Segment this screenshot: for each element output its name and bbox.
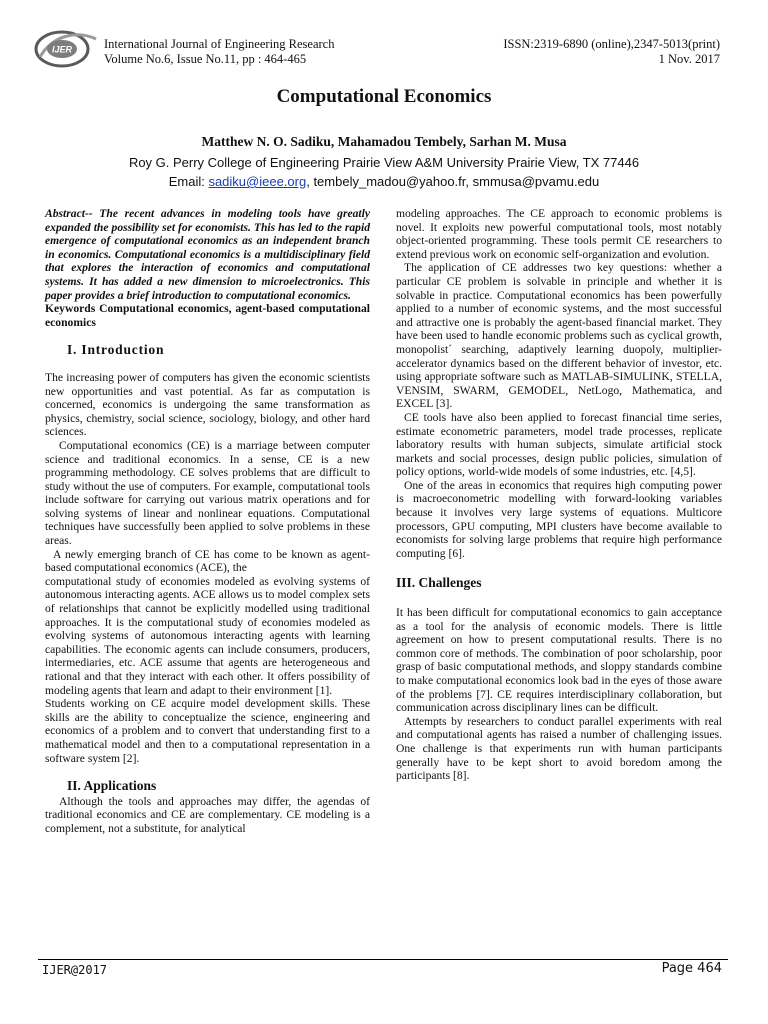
section-heading-introduction: I. Introduction <box>67 342 165 358</box>
section-heading-applications: II. Applications <box>67 778 157 794</box>
abstract: Abstract-- The recent advances in modeling tools have greatly expanded the possibility set for economists. This has led to the rapid emergence of computational economics as an independent branch in economics. Computational economics is a multidisciplinary field that explores the interaction of economics and computational systems. It has added a new dimension to microelectronics. This paper provides a brief introduction to computational economics. <box>45 207 370 302</box>
volume-line: Volume No.6, Issue No.11, pp : 464-465 <box>104 52 307 66</box>
email-link[interactable]: sadiku@ieee.org <box>208 174 307 189</box>
paragraph: Attempts by researchers to conduct parallel experiments with real and computational agents has raised a number of challenging issues. One challenge is that experiments run with human participants generally have to be kept short to avoid boredom among the participants [8]. <box>396 714 722 783</box>
paragraph: Computational economics (CE) is a marriage between computer science and traditional economics. In a sense, CE is a new programming methodology. CE solves problems that are difficult to study without the use of computers. For example, computational tools include software for carrying out various matrix operations and for solving systems of linear and nonlinear equations. Computational techniques have successfully been applied to solve problems in these areas. <box>45 438 370 548</box>
footer-copyright: IJER@2017 <box>42 963 108 977</box>
journal-logo <box>34 27 98 71</box>
paragraph: Students working on CE acquire model development skills. These skills are the ability to conceptualize the science, engineering and economics of a problem and to convert that understanding first to a mathematical model and then to a computational representation in a software system [2]. <box>45 697 370 765</box>
journal-name: International Journal of Engineering Research <box>104 37 335 51</box>
publication-date: 1 Nov. 2017 <box>658 52 720 66</box>
page-number: Page 464 <box>661 961 722 976</box>
left-column <box>45 207 370 836</box>
paragraph: computational study of economies modeled as evolving systems of autonomous interacting agents. ACE allows us to model complex sets of relationships that cannot be explicitly modelled using traditional approaches. It is the computational study of economies modeled as evolving systems of autonomous interacting agents with learning capabilities. The economic agents can include consumers, producers, intermediaries, etc. ACE assume that agents are heterogeneous and rational and that they interact with each other. It offers possibility of modeling agents that learn and adapt to their environment [1]. <box>45 574 370 697</box>
right-column <box>396 207 722 783</box>
section-heading-challenges: III. Challenges <box>396 575 482 591</box>
keywords: Keywords Computational economics, agent-based computational economics <box>45 302 370 329</box>
issn-number: ISSN:2319-6890 (online),2347-5013(print) <box>503 37 720 51</box>
paragraph: Although the tools and approaches may differ, the agendas of traditional economics and CE are complementary. CE modeling is a complement, not a substitute, for analytical <box>45 794 370 835</box>
author-list: Matthew N. O. Sadiku, Mahamadou Tembely, Sarhan M. Musa <box>201 134 567 149</box>
journal-info <box>104 37 334 67</box>
affiliation: Roy G. Perry College of Engineering Prairie View A&M University Prairie View, TX 77446 <box>128 155 640 170</box>
footer-divider <box>38 959 728 960</box>
paragraph: One of the areas in economics that requires high computing power is macroeconometric modelling with forward-looking variables because it involves very large systems of equations. Multicore processors, GPU computing, MPI clusters have become available to economists for solving large problems that require high performance computing [6]. <box>396 478 722 560</box>
email-prefix: Email: <box>168 174 209 189</box>
email-line <box>0 174 768 189</box>
issn-info <box>503 37 720 67</box>
paragraph: It has been difficult for computational economics to gain acceptance as a tool for the analysis of economic models. There is little agreement on how to present computational results. There is no common core of methods. The combination of poor scholarship, poor grasp of basic computational methods, and sloppy standards combine to make computational economics look bad in the eyes of those aware of the problems [7]. CE requires interdisciplinary collaboration, but communication across disciplinary lines can be difficult. <box>396 606 722 715</box>
paper-title: Computational Economics <box>276 86 492 107</box>
logo-text: IJER <box>51 44 73 55</box>
paragraph: A newly emerging branch of CE has come to be known as agent-based computational economics (ACE), the <box>45 547 370 575</box>
email-rest: , tembely_madou@yahoo.fr, smmusa@pvamu.edu <box>306 174 600 189</box>
paragraph: modeling approaches. The CE approach to economic problems is novel. It exploits new powerful computational tools, most notably object-oriented programming. These tools permit CE researchers to extend previous work on economic self-organization and evolution. <box>396 207 722 261</box>
paragraph: CE tools have also been applied to forecast financial time series, estimate econometric parameters, model trade processes, replicate laboratory results with human subjects, simulate artificial stock markets and social processes, design public policies, simulation of policy options, world-wide models of some industries, etc. [4,5]. <box>396 410 722 479</box>
paragraph: The application of CE addresses two key questions: whether a particular CE problem is solvable in principle and whether it is solvable in practice. Computational economics has been powerfully applied to a number of economic systems, and the most successful and attractive one is probably the agent-based financial market. They have been used to handle economic problems such as cyclical growth, monopolist´ searching, adaptively learning duopoly, multiplier-accelerator dynamics based on the different behavior of investor, etc. using appropriate software such as MATLAB-SIMULINK, STELLA, VENSIM, SWARM, GEMODEL, NetLogo, Mathematica, and EXCEL [3]. <box>396 261 722 411</box>
paragraph: The increasing power of computers has given the economic scientists new opportunities and vast potential. As far as computation is concerned, economics is undergoing the same transformation as physics, chemistry, social science, sociology, biology, and other hard sciences. <box>45 370 370 439</box>
